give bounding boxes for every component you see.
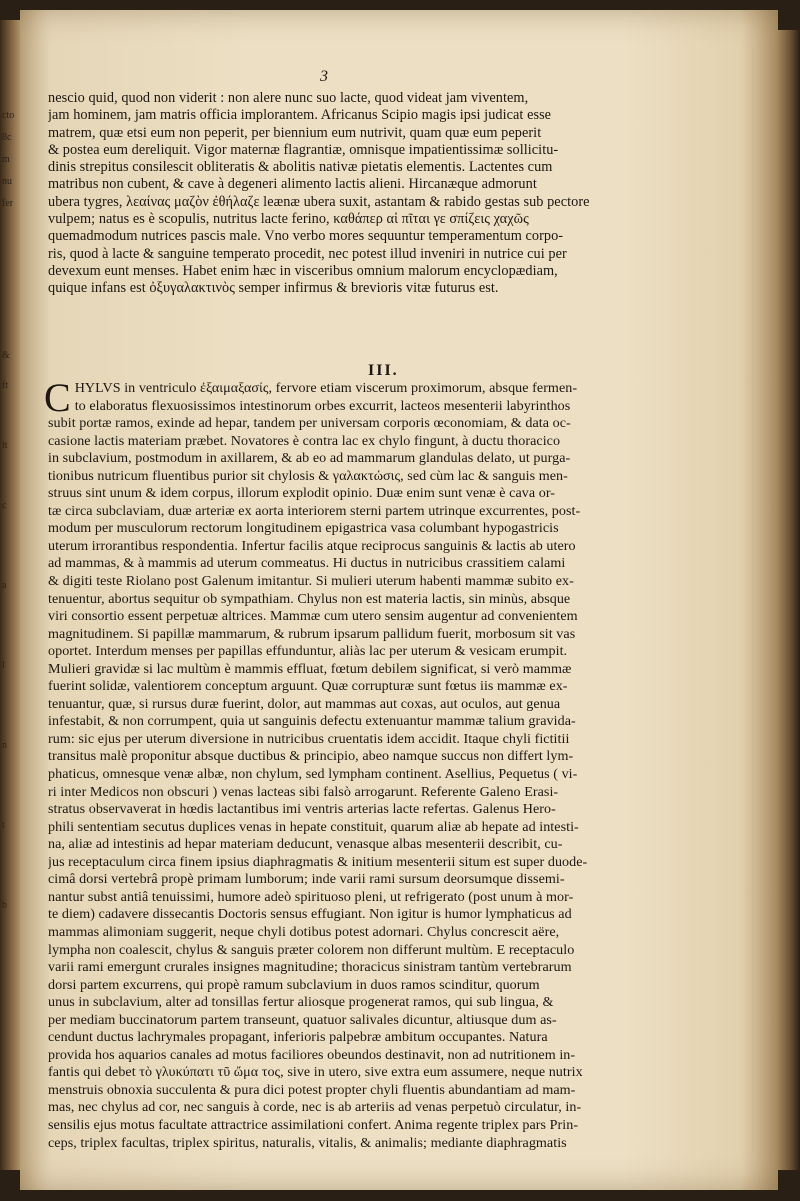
text-line: mas, nec chylus ad cor, nec sanguis à corde, nec is ab arteriis ad venas perpetuò circulatur, in- <box>48 1099 582 1116</box>
paragraph-1 <box>48 90 738 298</box>
text-line: menstruis obnoxia succulenta & pura dici potest propter chyli fluentis abundantiam ad mam- <box>48 1081 576 1098</box>
text-line: dorsi partem excurrens, qui propè ramum subclavium in duos ramos scinditur, quorum <box>48 976 540 993</box>
text-line: devexum eunt menses. Habet enim hæc in visceribus omnium malorum encyclopædiam, <box>48 262 558 279</box>
text-line: nescio quid, quod non viderit : non alere nunc suo lacte, quod videat jam viventem, <box>48 90 529 106</box>
text-line: to elaboratus flexuosissimos intestinorum orbes excurrit, lacteos mesenterii labyrinthos <box>74 397 571 414</box>
text-line: ris, quod à lacte & sanguine temperato procedit, nec potest illud inveniri in nutrice cui per <box>48 245 567 262</box>
text-line: stratus observaverat in hœdis lactantibus imi ventris arterias lacte refertas. Galenus Hero- <box>48 801 556 818</box>
text-line: magnitudinem. Si papillæ mammarum, & rubrum ipsarum pallidum fuerit, morbosum sit vas <box>48 625 576 642</box>
text-line: tenuantur, quæ, si rursus duræ fuerint, dolor, aut mammas aut coxas, aut oculos, aut genua <box>48 695 561 712</box>
edge-fragment: l <box>2 660 5 671</box>
text-line: & postea eum dereliquit. Vigor maternæ flagrantiæ, omnisque impatientissimæ sollicitu- <box>48 141 559 158</box>
text-line: vulpem; natus es è scopulis, nutritus lacte ferino, καθάπερ αἱ πῖται γε σπίζεις χαχῶς <box>48 211 529 228</box>
text-line: oportet. Interdum menses per papillas effunduntur, aliàs lac per uterum & vesicam erumpit. <box>48 643 568 660</box>
text-line: cimâ dorsi vertebrâ propè primam lumborum; inde varii rami sursum deorsumque dissemi- <box>48 871 565 888</box>
edge-fragment: c <box>2 500 7 511</box>
adjacent-page-edge <box>0 20 22 1170</box>
edge-fragment: & <box>2 350 10 361</box>
page-edge-right <box>776 30 800 1170</box>
text-line: per mediam buccinatorum partem transeunt, quatuor salivales dicuntur, altiusque dum as- <box>48 1011 557 1028</box>
text-line: ri inter Medicos non obscuri ) venas lacteas sibi falsò arrogarunt. Referente Galeno Erasi- <box>48 783 559 800</box>
text-line: ubera tygres, λεαίνας μαζὸν ἐθήλαζε leænæ ubera suxit, astantam & rabido gestas sub pectore <box>48 193 590 210</box>
text-line: uterum irrorantibus respondentia. Infertur facilis atque reciprocus sanguinis & lactis ab utero <box>48 537 576 554</box>
paragraph-2 <box>44 375 738 1152</box>
text-line: jus receptaculum circa finem ipsius diaphragmatis & initium mesenterii situm est super duode- <box>48 853 588 870</box>
text-line: rum: sic ejus per uterum diversione in nutricibus cruentatis idem accidit. Itaque chyli fictitii <box>48 730 570 747</box>
drop-capital: C <box>44 375 71 420</box>
text-line: infestabit, & non corrumpent, quia ut sanguinis defectu extenuantur mammæ talium gravida- <box>48 713 576 730</box>
text-line: cendunt ductus lachrymales propagant, inferioris palpebræ ambitum occupantes. Natura <box>48 1029 548 1046</box>
edge-fragment: a <box>2 580 7 591</box>
text-line: ad mammas, & à mammis ad uterum commeatus. Hi ductus in nutricibus crassitiem calami <box>48 555 566 572</box>
edge-fragment: cto <box>2 110 15 121</box>
edge-fragment: 8c <box>2 132 12 143</box>
text-line: HYLVS in ventriculo ἐξαιμαξασίς, fervore etiam viscerum proximorum, absque fermen- <box>74 380 578 396</box>
text-line: phaticus, omnesque venæ albæ, non chylum, sed lympham continent. Asellius, Pequetus ( vi- <box>48 766 578 783</box>
text-line: in subclavium, postmodum in axillarem, & ab eo ad mammarum glandulas delato, ut purga- <box>48 450 571 467</box>
edge-fragment: it <box>2 440 8 451</box>
text-line: & digiti teste Riolano post Galenum imitantur. Si mulieri uterum habenti mammæ subito ex- <box>48 573 574 590</box>
text-line: casione lactis materiam præbet. Novatores è contra lac ex chylo fingunt, à ductu thoracico <box>48 432 561 449</box>
text-line: mammas alimoniam suggerit, neque chyli dotibus potest adornari. Chylus concrescit aëre, <box>48 923 560 940</box>
section-heading: III. <box>368 362 399 379</box>
text-line: tenuentur, abortus sequitur ob sympathiam. Chylus non est materia lactis, sin minùs, absque <box>48 590 571 607</box>
edge-fragment: t <box>2 820 5 831</box>
edge-fragment: n <box>2 740 7 751</box>
text-line: jam hominem, jam matris officia implorantem. Africanus Scipio magis ipsi judicat esse <box>48 107 552 124</box>
text-line: nantur subst antiâ tenuissimi, humore adeò spirituoso pleni, ut refrigerato (post unum à mor- <box>48 888 574 905</box>
book-page <box>20 10 778 1190</box>
edge-fragment: ft <box>2 380 9 391</box>
text-line: sensilis ejus motus facultate attractrice assimilationi confert. Anima regente triplex pars Prin- <box>48 1116 579 1133</box>
text-line: fuerint solidæ, valentiorem conceptum arguunt. Quæ corrupturæ sunt fœtus iis mammæ ex- <box>48 678 568 695</box>
text-line: te diem) cadavere dissecantis Doctoris sensus effugiant. Non igitur is humor lymphaticus ad <box>48 906 572 923</box>
text-line: struus sint unum & idem corpus, illorum explodit opinio. Duæ enim sunt venæ è cava or- <box>48 485 556 502</box>
page-number: 3 <box>320 68 328 85</box>
edge-fragment: nu <box>2 176 12 187</box>
text-line: quique infans est ὀξυγαλακτινὸς semper infirmus & brevioris vitæ futurus est. <box>48 280 499 297</box>
text-line: matrem, quæ etsi eum non peperit, per biennium eum nutrivit, quam quæ eum peperit <box>48 124 542 141</box>
edge-fragment: fer <box>2 198 14 209</box>
text-line: viri consortio essent perpetuæ altrices. Mammæ cum utero sensim augentur ad convenientem <box>48 608 578 625</box>
text-line: phili sententiam secutus duplices venas in hepate constituit, quarum aliæ ab hepate ad intesti- <box>48 818 579 835</box>
text-line: quemadmodum nutrices pascis male. Vno verbo mores sequuntur temperamentum corpo- <box>48 228 564 245</box>
text-line: tionibus nutricum fluentibus purior sit chylosis & γαλακτώσις, sed cùm lac & sanguis men- <box>48 467 568 484</box>
text-line: na, aliæ ad intestinis ad hepar materiam deducunt, venasque albas mesenterii describit, cu- <box>48 836 563 853</box>
text-line: Mulieri gravidæ si lac multùm è mammis effluat, fœtum debilem significat, si verò mammæ <box>48 660 572 677</box>
text-line: modum per musculorum rectorum longitudinem epigastrica vasa columbant hypogastricis <box>48 520 559 537</box>
text-line: varii rami emergunt crurales insignes magnitudine; thoracicus sinistram tantùm vertebrarum <box>48 959 572 976</box>
text-line: provida hos aquarios canales ad motus faciliores obeundos destinavit, non ad nutritionem in- <box>48 1046 576 1063</box>
text-line: subit portæ ramos, exinde ad hepar, tandem per universam corporis œconomiam, & data oc- <box>48 415 571 432</box>
edge-fragment: b <box>2 900 7 911</box>
text-line: unus in subclavium, alter ad tonsillas fertur aliosque progenerat ramos, qui sub lingua, & <box>48 994 554 1011</box>
text-line: ceps, triplex facultas, triplex spiritus, naturalis, vitalis, & animalis; mediante diaphragmatis <box>48 1134 567 1151</box>
text-line: dinis strepitus consilescit obliteratis & abolitis nativæ pietatis elementis. Lactentes cum <box>48 159 553 176</box>
text-line: matribus non cubent, & cave à degeneri alimento lactis alieni. Hircanæque admorunt <box>48 176 537 193</box>
edge-fragment: m <box>2 154 10 165</box>
text-line: transitus malè proponitur absque ductibus & principio, abeo namque succus non differt lym- <box>48 748 574 765</box>
text-line: lympha non coalescit, chylus & sanguis præter colorem non differunt multùm. E receptaculo <box>48 941 575 958</box>
text-line: fantis qui debet τὸ γλυκύπατι τῦ ὤμα τος, sive in utero, sive extra eum assumere, neque nutrix <box>48 1064 583 1081</box>
text-line: tæ circa subclaviam, duæ arteriæ ex aorta interiorem sterni partem utrinque excurrentes, post- <box>48 502 581 519</box>
